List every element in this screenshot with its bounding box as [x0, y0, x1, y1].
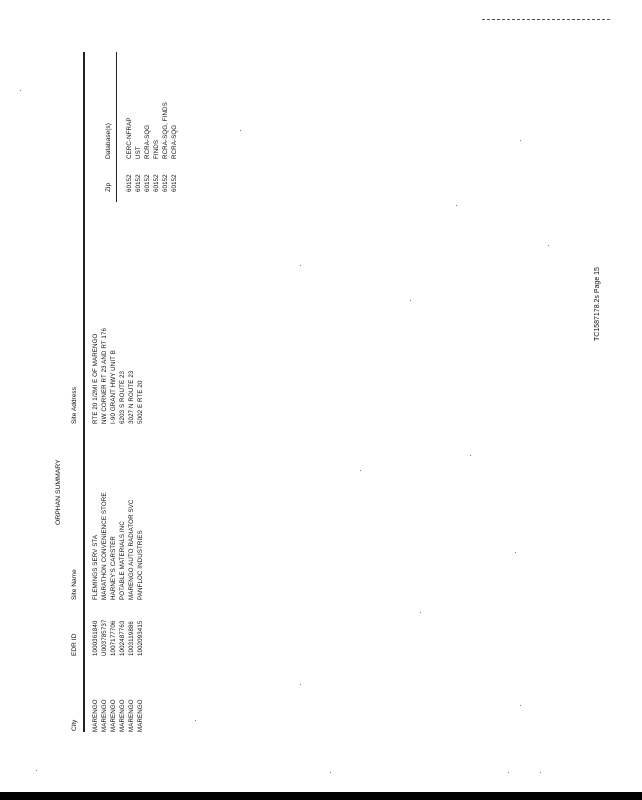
scan-speck — [20, 90, 21, 91]
header-rule — [83, 52, 85, 732]
scan-speck — [36, 770, 37, 771]
cell-city: MARENGO — [101, 699, 108, 732]
scan-speck — [515, 552, 516, 553]
cell-zip: 60152 — [144, 174, 151, 192]
header-database: Database(s) — [105, 123, 112, 159]
cell-site-address: 3027 N ROUTE 23 — [128, 370, 135, 424]
cell-site-address: 5002 E RTE 20 — [137, 380, 144, 424]
scan-speck — [410, 300, 411, 301]
cell-site-address: I-90 GRANT HWY UNIT B — [110, 350, 117, 424]
cell-edr-id: U003785737 — [101, 619, 108, 656]
scan-speck — [520, 140, 521, 141]
header-site-address: Site Address — [71, 386, 78, 424]
header-edr-id: EDR ID — [71, 633, 78, 656]
cell-site-name: MARENGO AUTO RADIATOR SVC — [128, 499, 135, 600]
scan-speck — [330, 772, 331, 773]
scan-speck — [548, 245, 549, 246]
cell-edr-id: 1003119886 — [128, 621, 135, 656]
cell-database: FINDS — [153, 139, 160, 159]
scan-speck — [300, 265, 301, 266]
cell-city: MARENGO — [110, 699, 117, 732]
report-title: ORPHAN SUMMARY — [55, 459, 62, 525]
cell-city: MARENGO — [128, 699, 135, 732]
cell-zip: 60152 — [126, 174, 133, 192]
cell-zip: 60152 — [162, 174, 169, 192]
scan-speck — [240, 130, 241, 131]
cell-city: MARENGO — [119, 699, 126, 732]
page-footer: TC1587178.2s Page 15 — [594, 267, 601, 341]
cell-database: CERC-NFRAP — [126, 117, 133, 159]
scan-speck — [456, 205, 457, 206]
header-zip: Zip — [105, 182, 112, 192]
cell-site-name: POTABLE MATERIALS INC — [119, 521, 126, 600]
header-city: City — [71, 719, 78, 731]
scan-speck — [420, 612, 421, 613]
scan-artifact-top-line — [482, 19, 610, 20]
scan-speck — [360, 470, 361, 471]
scan-speck — [470, 455, 471, 456]
cell-zip: 60152 — [135, 174, 142, 192]
cell-edr-id: 1002487763 — [119, 620, 126, 656]
cell-database: RCRA-SQG, FINDS — [162, 102, 169, 159]
cell-city: MARENGO — [92, 699, 99, 732]
cell-site-name: HARNEY'S CARSTER — [110, 536, 117, 600]
cell-site-address: RTE 20 1/2MI E OF MARENGO — [92, 333, 99, 424]
cell-site-address: NW CORNER RT 23 AND RT 176 — [101, 327, 108, 424]
cell-database: UST — [135, 146, 142, 159]
cell-edr-id: 1002093415 — [137, 620, 144, 656]
scan-speck — [540, 772, 541, 773]
cell-zip: 60152 — [153, 174, 160, 192]
cell-site-name: MARATHON CONVENIENCE STORE — [101, 492, 108, 600]
scan-bottom-edge — [0, 792, 642, 800]
cell-database: RCRA-SQG — [144, 124, 151, 159]
cell-edr-id: 1007177706 — [110, 620, 117, 656]
header-site-name: Site Name — [71, 569, 78, 600]
scan-speck — [195, 720, 196, 721]
cell-site-name: PANFLOC INDUSTRIES — [137, 530, 144, 600]
scan-speck — [520, 705, 521, 706]
cell-city: MARENGO — [137, 699, 144, 732]
scan-speck — [508, 772, 509, 773]
header-rule-right — [116, 52, 117, 202]
cell-edr-id: 1000361840 — [92, 620, 99, 656]
cell-database: RCRA-SQG — [171, 124, 178, 159]
scan-speck — [300, 684, 301, 685]
cell-site-address: 6203 S ROUTE 23 — [119, 370, 126, 424]
cell-zip: 60152 — [171, 174, 178, 192]
cell-site-name: FLEMINGS SERV STA — [92, 534, 99, 600]
